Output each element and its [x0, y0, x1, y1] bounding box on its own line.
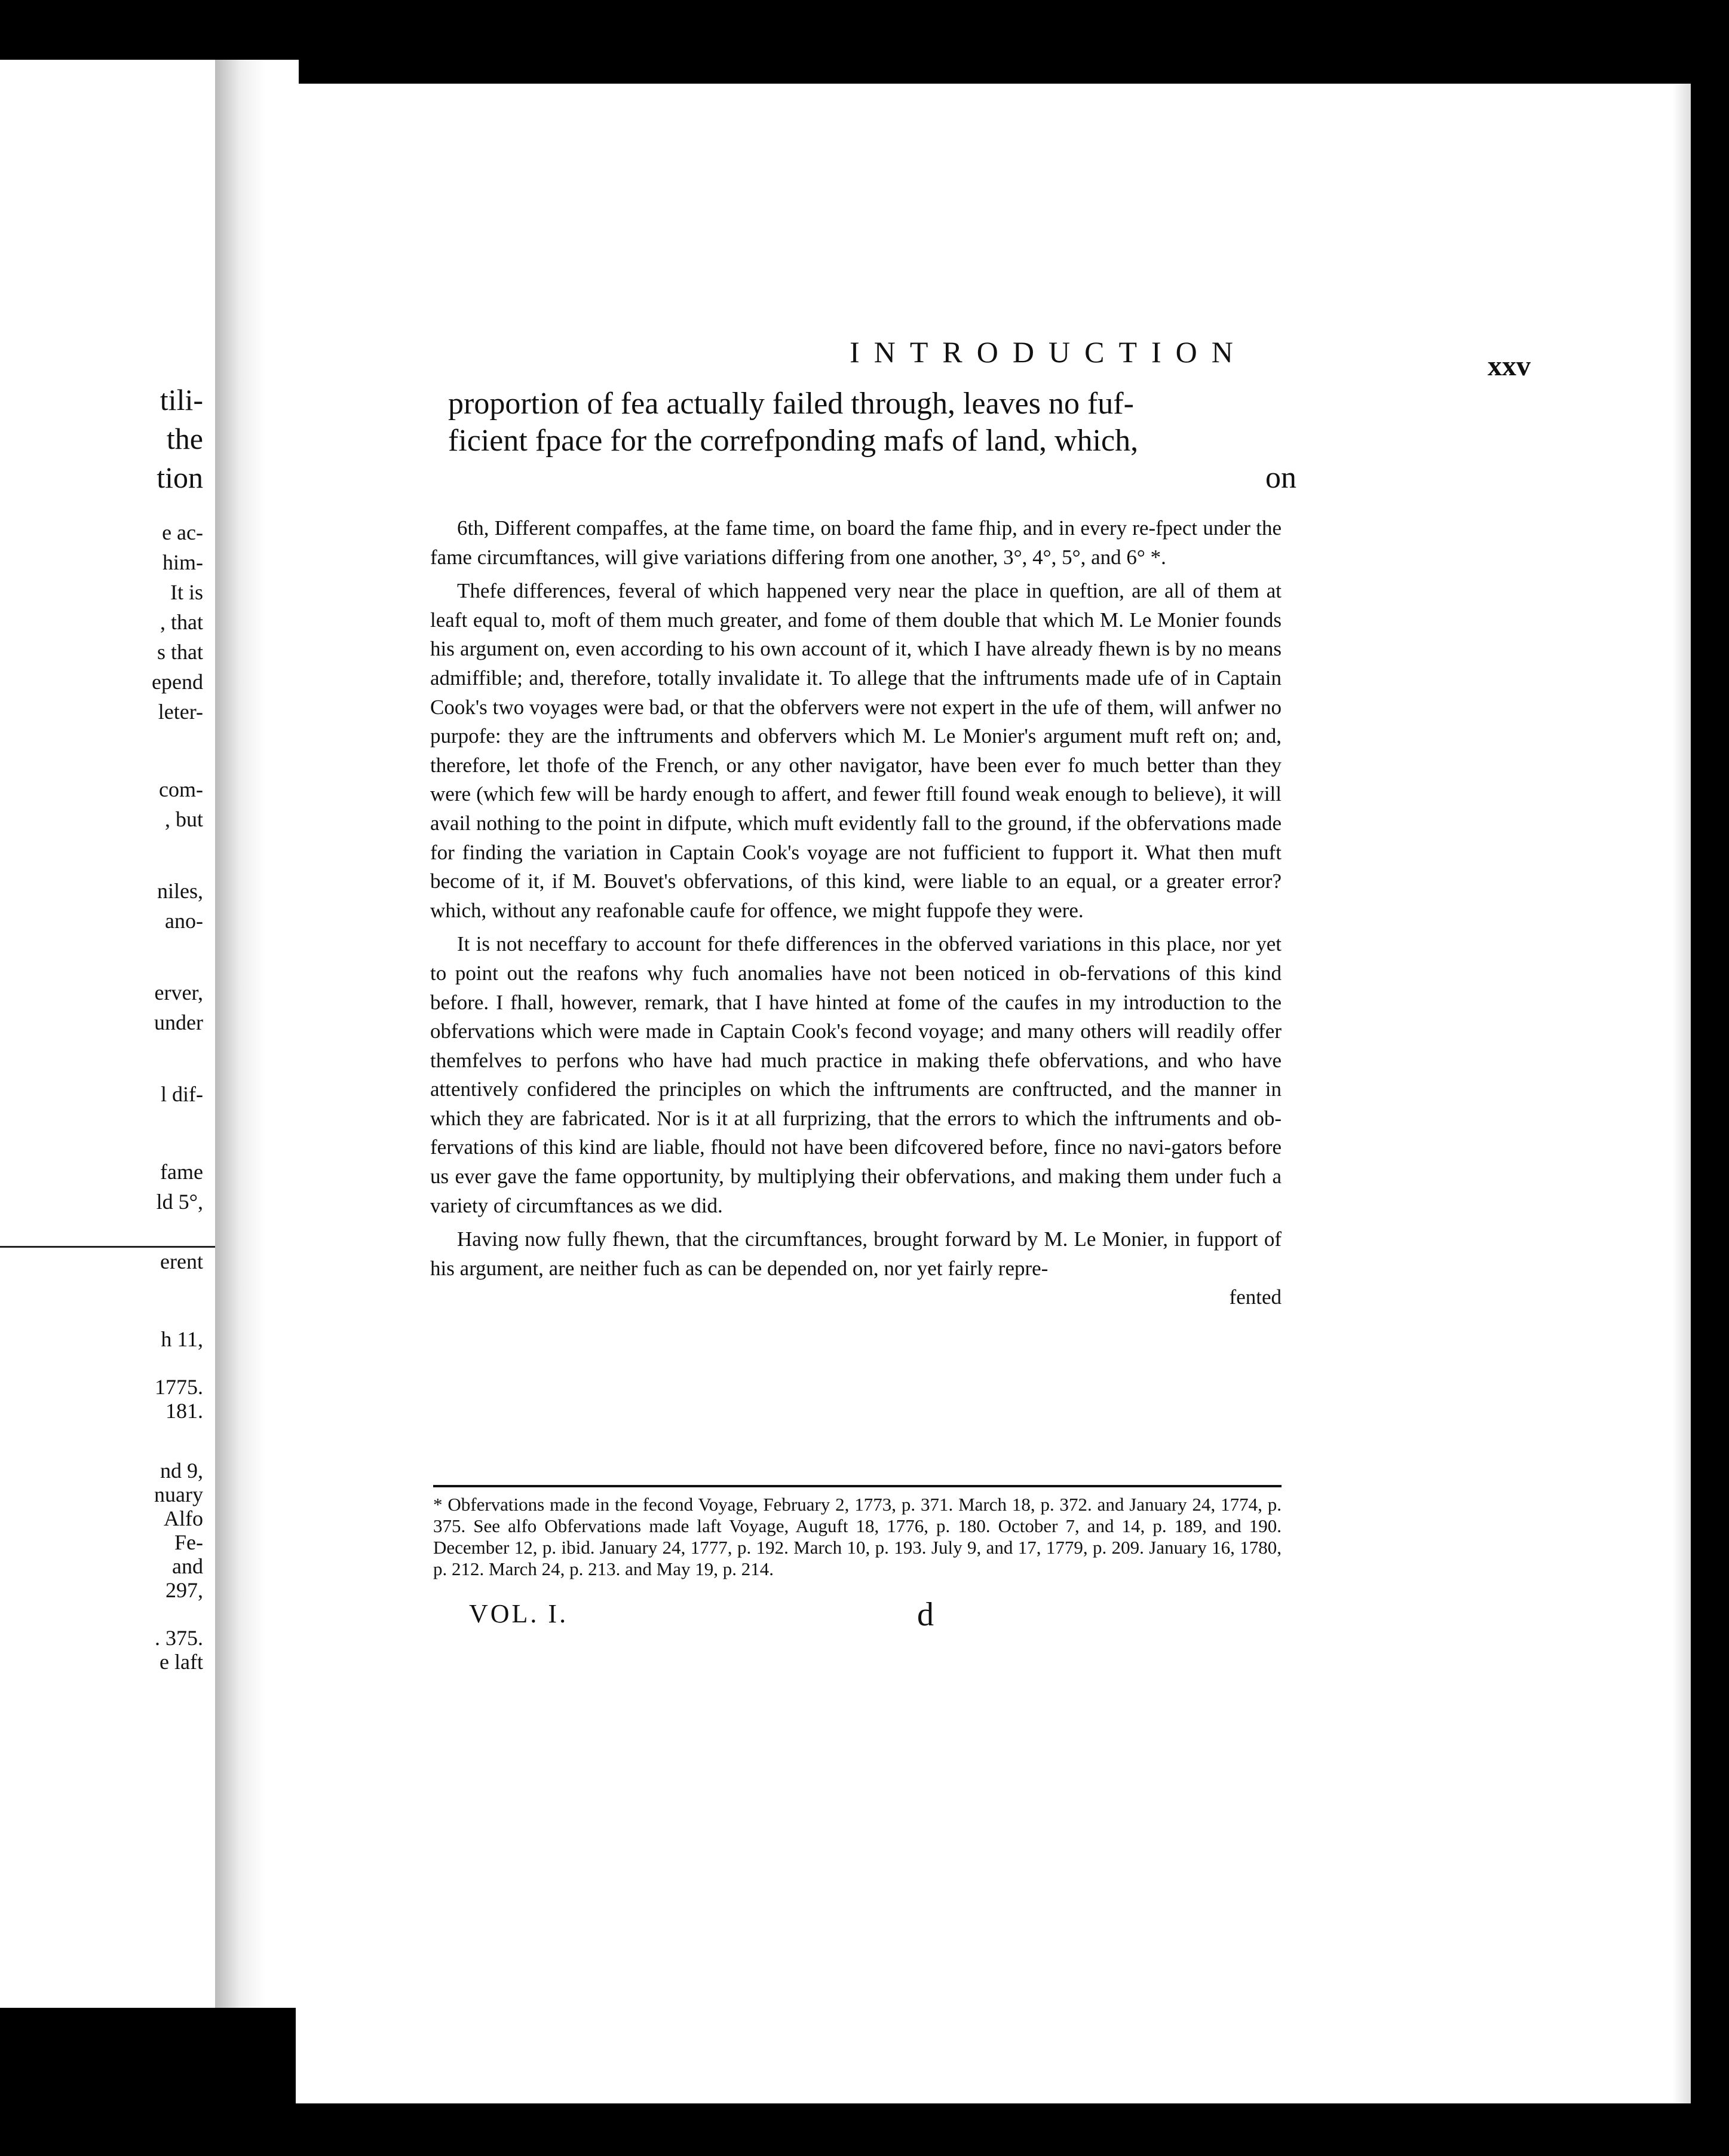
- facing-page-fragment: e laft: [160, 1650, 203, 1674]
- facing-page-fragment: the: [166, 422, 203, 455]
- footnote-rule: [433, 1485, 1282, 1487]
- running-head: INTRODUCTION: [850, 335, 1247, 369]
- facing-page-fragment: s that: [157, 640, 203, 664]
- text-line: proportion of fea actually failed through, leaves no fuf-: [448, 387, 1134, 421]
- catchword: fented: [1229, 1285, 1282, 1309]
- facing-page-fragment: . 375.: [155, 1626, 203, 1650]
- book-gutter: [215, 60, 299, 2008]
- paragraph: 6th, Different compaffes, at the fame time, on board the fame fhip, and in every re-fpect under the fame circumftances, will give variations differing from one another, 3°, 4°, 5°, and 6° *.: [430, 516, 1282, 569]
- facing-page-fragment: l dif-: [161, 1082, 203, 1106]
- facing-page-fragment: h 11,: [161, 1327, 203, 1351]
- facing-page-fragment: him-: [163, 550, 203, 574]
- facing-page-fragment: ano-: [165, 909, 203, 933]
- facing-page-fragment: fame: [160, 1160, 203, 1184]
- paragraph: Having now fully fhewn, that the circumftances, brought forward by M. Le Monier, in fupport of his argument, are neither fuch as can be depended on, nor yet fairly repre-: [430, 1227, 1282, 1280]
- facing-page-fragment: ld 5°,: [156, 1190, 203, 1214]
- facing-page-fragment: It is: [170, 580, 203, 604]
- text-line: on: [1265, 461, 1296, 495]
- facing-page-fragment: nd 9,: [160, 1459, 203, 1483]
- facing-page-fragment: erver,: [154, 981, 203, 1004]
- paragraph: Thefe differences, feveral of which happened very near the place in queftion, are all of them at leaft equal to, moft of them much greater, and fome of them double that which M. Le Monier founds his argument on, even according to his own account of it, which I have already fhewn is by no means admiffible; and, therefore, totally invalidate it. To allege that the inftruments made ufe of in Captain Cook's two voyages were bad, or that the obfervers were not expert in the ufe of them, will anfwer no purpofe: they are the inftruments and obfervers which M. Le Monier's argument muft reft on; and, therefore, let thofe of the French, or any other navigator, have been ever fo much better than they were (which few will be hardy enough to affert, and fewer ftill found weak enough to believe), it will avail nothing to the point in difpute, which muft evidently fall to the ground, if the obfervations made for finding the variation in Captain Cook's voyage are not fufficient to fupport it. What then muft become of it, if M. Bouvet's obfervations, of this kind, were liable to an equal, or a greater error? which, without any reafonable caufe for offence, we might fuppofe they were.: [430, 579, 1282, 922]
- text-line: ficient fpace for the correfponding mafs of land, which,: [448, 424, 1139, 458]
- facing-page-fragment: Alfo: [164, 1506, 203, 1530]
- facing-page-fragment: 297,: [165, 1578, 203, 1602]
- facing-page-fragment: , but: [164, 807, 203, 831]
- facing-page-fragment: Fe-: [174, 1530, 203, 1554]
- facing-page-fragment: 1775.: [155, 1375, 203, 1399]
- facing-page-fragment: leter-: [158, 700, 203, 724]
- body-text: [430, 514, 1282, 1312]
- facing-page-fragment: com-: [159, 777, 203, 801]
- facing-page: [0, 60, 221, 2008]
- footnote: * Obfervations made in the fecond Voyage, February 2, 1773, p. 371. March 18, p. 372. and January 24, 1774, p. 375. See alfo Obfervations made laft Voyage, Auguft 18, 1776, p. 180. October 7, and 14, p. 189, and 190. December 12, p. ibid. January 24, 1777, p. 192. March 10, p. 193. July 9, and 17, 1779, p. 209. January 16, 1780, p. 212. March 24, p. 213. and May 19, p. 214.: [433, 1494, 1282, 1579]
- page-number: xxv: [1488, 350, 1531, 382]
- continued-text: [448, 385, 1296, 497]
- facing-page-fragment: 181.: [165, 1399, 203, 1423]
- facing-page-fragment: e ac-: [162, 520, 203, 544]
- facing-page-fragment: niles,: [157, 879, 203, 903]
- facing-page-fragment: epend: [152, 670, 203, 694]
- paragraph: It is not neceffary to account for thefe differences in the obferved variations in this place, nor yet to point out the reafons why fuch anomalies have not been noticed in ob-fervations of this kind before. I fhall, however, remark, that I have hinted at fome of the caufes in my introduction to the obfervations which were made in Captain Cook's fecond voyage; and many others will readily offer themfelves to perfons who have had much practice in making thefe obfervations, and who have attentively confidered the principles on which the inftruments are conftructed, and the manner in which they are fabricated. Nor is it at all furprizing, that the errors to which the inftruments and ob-fervations of this kind are liable, fhould not have been difcovered before, fince no navi-gators before us ever gave the fame opportunity, by multiplying their obfervations, and making them under fuch a variety of circumftances as we did.: [430, 932, 1282, 1217]
- page-edge: [1673, 84, 1691, 2103]
- facing-page-fragment: tili-: [160, 383, 203, 416]
- facing-page-fragment: erent: [160, 1250, 203, 1273]
- facing-page-fragment: tion: [157, 461, 203, 494]
- facing-page-fragment: and: [172, 1554, 203, 1578]
- facing-page-fragment: nuary: [154, 1483, 203, 1506]
- volume-signature: VOL. I.: [469, 1599, 569, 1628]
- book-page: [296, 84, 1688, 2103]
- facing-page-rule: [0, 1246, 215, 1248]
- sheet-signature: d: [917, 1596, 934, 1633]
- facing-page-fragment: , that: [160, 610, 203, 634]
- facing-page-fragment: under: [154, 1010, 203, 1034]
